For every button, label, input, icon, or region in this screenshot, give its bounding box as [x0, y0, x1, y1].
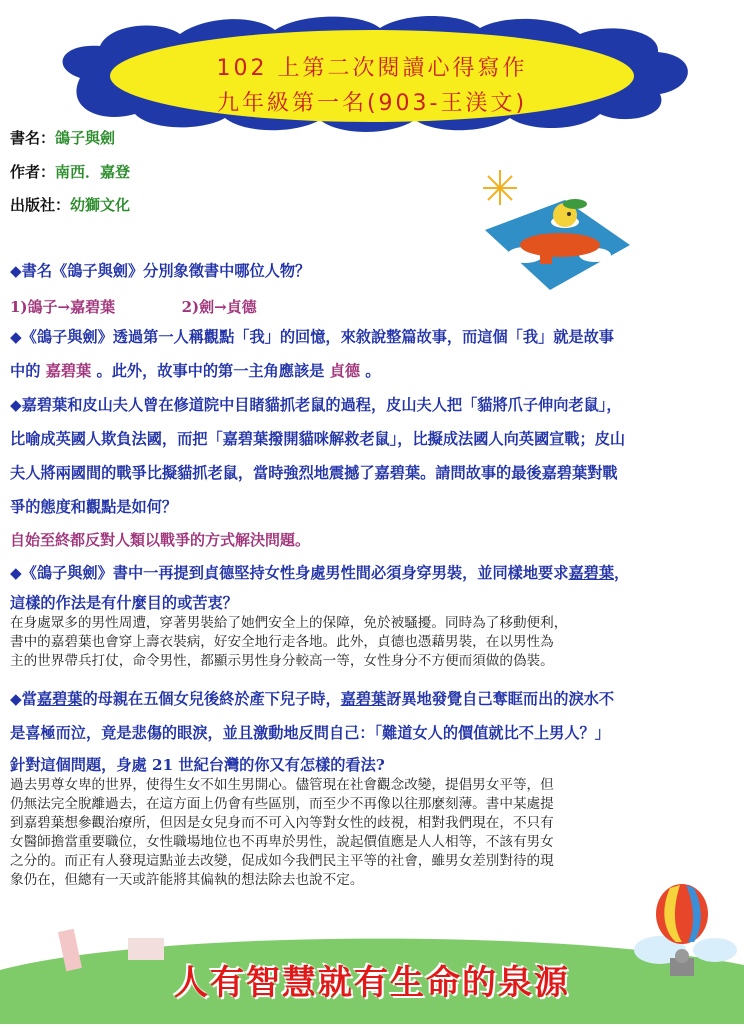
book-title-row [10, 127, 115, 148]
answer-1a: 1)鴿子→嘉碧葉 [10, 298, 116, 316]
question-2-line-2 [10, 354, 740, 388]
book-author-row [10, 161, 130, 182]
banner-title-line-2: 九年級第一名(903-王渼文) [216, 91, 528, 116]
question-5-post: 訝異地發覺自己奪眶而出的淚水不 [386, 690, 614, 708]
question-5-line-2: 是喜極而泣，竟是悲傷的眼淚，並且激動地反問自己：「難道女人的價值就比不上男人？」 [10, 724, 610, 742]
question-5-underlined-name-1: 嘉碧葉 [36, 690, 83, 708]
book-publisher-label: 出版社： [10, 196, 71, 214]
question-3-line-4: 爭的態度和觀點是如何？ [10, 498, 178, 516]
answer-4-body [10, 614, 740, 671]
answer-1b: 2)劍→貞德 [181, 298, 257, 316]
question-2 [10, 320, 740, 388]
answer-5-line-5: 之分的。而正有人發現這點並去改變，促成如今我們民主平等的社會，雖男女差別對待的現 [10, 853, 554, 869]
question-4-line-1 [10, 556, 740, 590]
question-5-pre: ◆當 [10, 690, 37, 708]
book-title-value: 鴿子與劍 [55, 129, 116, 147]
answer-4-line-3: 主的世界帶兵打仗，命令男性，都顯示男性身分較高一等，女性身分不方便而須做的偽裝。 [10, 653, 554, 669]
answer-5-line-1: 過去男尊女卑的世界，使得生女不如生男開心。儘管現在社會觀念改變，提倡男女平等，但 [10, 777, 554, 793]
book-author-value: 南西．嘉登 [55, 163, 131, 181]
question-5-line-1 [10, 682, 740, 716]
question-4-underlined-name: 嘉碧葉 [568, 564, 614, 582]
question-5-mid: 的母親在五個女兒後終於產下兒子時， [82, 690, 341, 708]
question-2-pre: 中的 [10, 362, 46, 380]
book-publisher-value: 幼獅文化 [70, 196, 131, 214]
answer-5-body [10, 776, 740, 890]
question-3-line-2: 比喻成英國人欺負法國，而把「嘉碧葉撥開貓咪解救老鼠」，比擬成法國人向英國宣戰；皮山 [10, 430, 626, 448]
answer-4-line-1: 在身處眾多的男性周遭，穿著男裝給了她們安全上的保障，免於被騷擾。同時為了移動便利， [10, 615, 568, 631]
book-title-label: 書名： [10, 129, 56, 147]
question-2-line-1: ◆《鴿子與劍》透過第一人稱觀點「我」的回憶，來敘說整篇故事，而這個「我」就是故事 [10, 328, 614, 346]
question-3 [10, 388, 740, 524]
book-publisher-row [10, 194, 130, 215]
banner-title-line-1: 102 上第二次閱讀心得寫作 [216, 56, 528, 81]
answer-1 [10, 296, 740, 317]
question-5-underlined-name-2: 嘉碧葉 [340, 690, 387, 708]
question-1: ◆書名《鴿子與劍》分別象徵書中哪位人物？ [10, 262, 311, 280]
question-2-mid: 。此外，故事中的第一主角應該是 [91, 362, 330, 380]
question-4 [10, 556, 740, 590]
question-3-line-3: 夫人將兩國間的戰爭比擬貓抓老鼠，當時強烈地震撼了嘉碧葉。請問故事的最後嘉碧葉對戰 [10, 464, 618, 482]
question-5 [10, 682, 740, 750]
answer-5-line-2: 仍無法完全脫離過去，在這方面上仍會有些區別，而至少不再像以往那麼刻薄。書中某處提 [10, 796, 554, 812]
answer-5-line-4: 女醫師擔當重要職位，女性職場地位也不再卑於男性，說起價值應是人人相等，不該有男女 [10, 834, 554, 850]
answer-4-line-2: 書中的嘉碧葉也會穿上壽衣裝病，好安全地行走各地。此外，貞德也憑藉男裝，在以男性為 [10, 634, 554, 650]
question-2-post: 。 [360, 362, 381, 380]
question-4-pre: ◆《鴿子與劍》書中一再提到貞德堅持女性身處男性間必須身穿男裝，並同樣地要求 [10, 564, 569, 582]
footer-slogan: 人有智慧就有生命的泉源 [174, 963, 570, 1003]
question-2-blank-2: 貞德 [329, 362, 360, 380]
answer-5-line-3: 到嘉碧葉想參觀治療所，但因是女兒身而不可入內等對女性的歧視，相對我們現在，不只有 [10, 815, 554, 831]
question-4-post: ， [614, 564, 630, 582]
question-4-line-2: 這樣的作法是有什麼目的或苦衷？ [10, 594, 238, 612]
question-5-line-3: 針對這個問題，身處 21 世紀台灣的你又有怎樣的看法? [10, 756, 385, 774]
book-author-label: 作者： [10, 163, 56, 181]
question-2-blank-1: 嘉碧葉 [45, 362, 92, 380]
answer-3: 自始至終都反對人類以戰爭的方式解決問題。 [10, 531, 311, 549]
title-banner [40, 8, 704, 138]
question-3-line-1: ◆嘉碧葉和皮山夫人曾在修道院中目睹貓抓老鼠的過程，皮山夫人把「貓將爪子伸向老鼠」， [10, 396, 622, 414]
answer-5-line-6: 象仍在，但總有一天或許能將其偏執的想法除去也說不定。 [10, 872, 364, 888]
